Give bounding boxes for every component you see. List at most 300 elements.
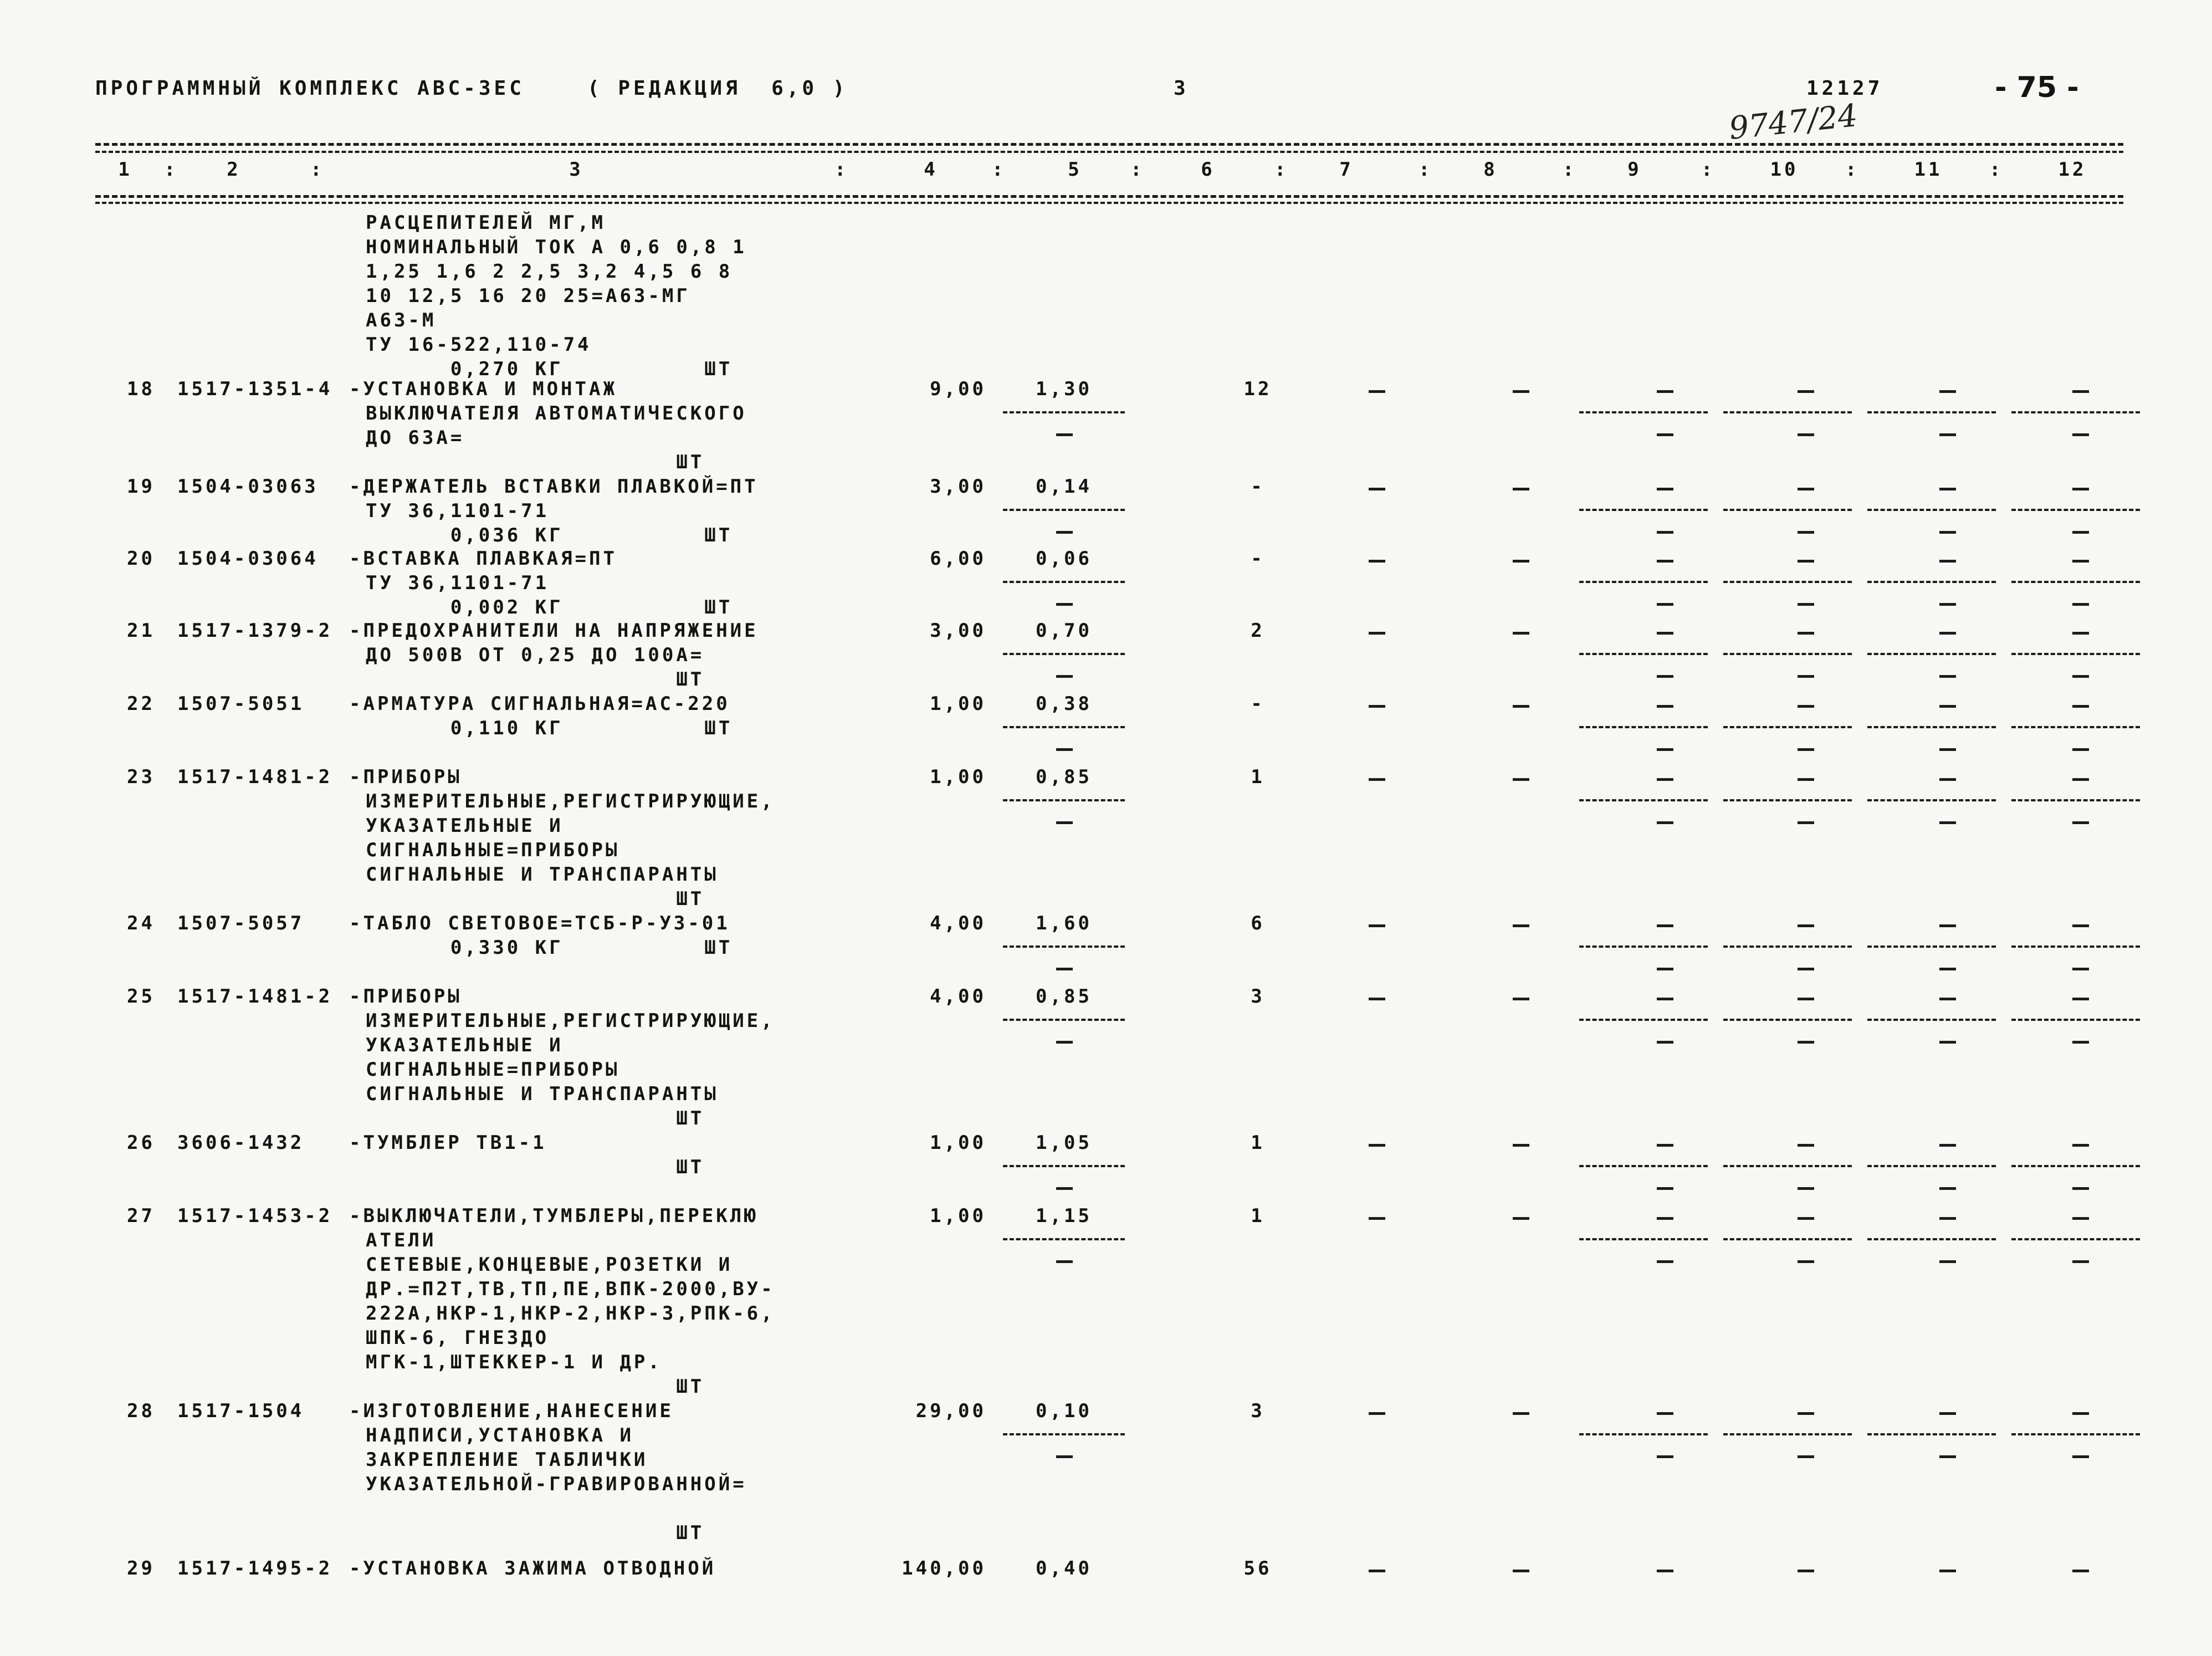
unit-price-value: 0,14 [1036, 476, 1092, 498]
column-5-dash-below [1056, 1455, 1073, 1458]
column-11-dash [1939, 924, 1956, 927]
column-9-dash [1657, 1144, 1673, 1147]
column-11-rule [1867, 799, 1996, 801]
description-line: -ИЗГОТОВЛЕНИЕ,НАНЕСЕНИЕ [349, 1400, 674, 1422]
header-rule-top [95, 143, 2123, 146]
column-10-rule [1723, 509, 1852, 511]
quantity-value: 1,00 [930, 766, 986, 788]
column-8-dash [1513, 632, 1529, 635]
column-9-dash-below [1657, 433, 1673, 436]
column-8-dash [1513, 998, 1529, 1000]
column-12-dash-below [2072, 1041, 2089, 1044]
row-number: 29 [127, 1557, 155, 1580]
column-11-rule [1867, 1238, 1996, 1240]
column-9-rule [1579, 1238, 1708, 1240]
column-header-3: 3 [569, 159, 583, 181]
column-7-dash [1369, 705, 1385, 708]
column-header-5: 5 [1068, 159, 1082, 181]
column-9-rule [1579, 945, 1708, 948]
column-10-rule [1723, 581, 1852, 583]
description-line: НОМИНАЛЬНЫЙ ТОК А 0,6 0,8 1 [366, 236, 747, 258]
description-line: -ДЕРЖАТЕЛЬ ВСТАВКИ ПЛАВКОЙ=ПТ [349, 476, 759, 498]
column-11-dash [1939, 488, 1956, 490]
description-line: 10 12,5 16 20 25=А63-МГ [366, 285, 690, 307]
description-line: ТУ 16-522,110-74 [366, 334, 592, 356]
unit-price-value: 0,40 [1036, 1557, 1092, 1580]
column-12-dash-below [2072, 748, 2089, 751]
column-11-dash-below [1939, 1260, 1956, 1263]
column-9-dash-below [1657, 675, 1673, 678]
column-11-dash [1939, 1217, 1956, 1220]
description-line: ШПК-6, ГНЕЗДО [366, 1327, 550, 1349]
description-line: СИГНАЛЬНЫЕ И ТРАНСПАРАНТЫ [366, 1083, 719, 1105]
description-line: ДО 500В ОТ 0,25 ДО 100А= [366, 644, 705, 666]
column-9-rule [1579, 653, 1708, 655]
column-12-dash-below [2072, 968, 2089, 970]
column-10-dash [1798, 705, 1814, 708]
column-12-dash [2072, 1217, 2089, 1220]
column-5-dash-below [1056, 433, 1073, 436]
column-separator: : [834, 159, 849, 181]
column-12-dash [2072, 1570, 2089, 1572]
row-number: 18 [127, 378, 155, 400]
row-number: 19 [127, 476, 155, 498]
column-11-rule [1867, 1019, 1996, 1021]
column-12-dash [2072, 560, 2089, 563]
column-12-rule [2011, 653, 2140, 655]
column-5-dash-below [1056, 1187, 1073, 1190]
row-number: 22 [127, 693, 155, 715]
quantity-value: 140,00 [902, 1557, 986, 1580]
description-line: -АРМАТУРА СИГНАЛЬНАЯ=АС-220 [349, 693, 730, 715]
resource-code: 1517-1351-4 [177, 378, 333, 400]
column-6-value: 6 [1251, 912, 1265, 934]
column-11-dash-below [1939, 1455, 1956, 1458]
description-line: 0,002 КГ ШТ [366, 596, 733, 619]
column-12-dash-below [2072, 1455, 2089, 1458]
column-10-dash-below [1798, 603, 1814, 606]
description-line: ШТ [366, 451, 705, 473]
row-number: 28 [127, 1400, 155, 1422]
resource-code: 1517-1379-2 [177, 620, 333, 642]
description-line: ИЗМЕРИТЕЛЬНЫЕ,РЕГИСТРИРУЮЩИЕ, [366, 790, 775, 812]
unit-price-rule [1003, 653, 1125, 655]
column-10-dash-below [1798, 821, 1814, 824]
description-line: 0,270 КГ ШТ [366, 358, 733, 380]
column-11-rule [1867, 726, 1996, 728]
column-8-dash [1513, 1570, 1529, 1572]
unit-price-value: 0,10 [1036, 1400, 1092, 1422]
resource-code: 1507-5057 [177, 912, 305, 934]
column-12-rule [2011, 411, 2140, 413]
column-11-rule [1867, 1165, 1996, 1167]
column-10-dash [1798, 998, 1814, 1000]
unit-price-rule [1003, 726, 1125, 728]
column-9-dash-below [1657, 1187, 1673, 1190]
row-number: 24 [127, 912, 155, 934]
unit-price-value: 0,85 [1036, 766, 1092, 788]
column-12-dash [2072, 924, 2089, 927]
description-line: -ПРЕДОХРАНИТЕЛИ НА НАПРЯЖЕНИЕ [349, 620, 759, 642]
quantity-value: 3,00 [930, 476, 986, 498]
description-line: ЗАКРЕПЛЕНИЕ ТАБЛИЧКИ [366, 1449, 648, 1471]
column-6-value: 1 [1251, 1132, 1265, 1154]
column-9-dash [1657, 924, 1673, 927]
column-header-6: 6 [1201, 159, 1215, 181]
column-9-dash-below [1657, 748, 1673, 751]
column-7-dash [1369, 1217, 1385, 1220]
description-line: -ТАБЛО СВЕТОВОЕ=ТСБ-Р-У3-01 [349, 912, 730, 934]
column-8-dash [1513, 1217, 1529, 1220]
column-6-value: 56 [1243, 1557, 1272, 1580]
column-6-value: 3 [1251, 985, 1265, 1008]
column-11-rule [1867, 581, 1996, 583]
column-10-dash [1798, 1217, 1814, 1220]
description-line: 1,25 1,6 2 2,5 3,2 4,5 6 8 [366, 260, 733, 283]
row-number: 20 [127, 548, 155, 570]
column-6-value: 1 [1251, 766, 1265, 788]
unit-price-rule [1003, 581, 1125, 583]
unit-price-value: 1,60 [1036, 912, 1092, 934]
column-11-rule [1867, 1433, 1996, 1435]
column-separator: : [992, 159, 1006, 181]
section-number: 3 [1174, 77, 1189, 100]
column-10-dash-below [1798, 748, 1814, 751]
column-10-rule [1723, 411, 1852, 413]
row-number: 26 [127, 1132, 155, 1154]
quantity-value: 6,00 [930, 548, 986, 570]
quantity-value: 1,00 [930, 1205, 986, 1227]
column-separator: : [1130, 159, 1145, 181]
column-11-dash-below [1939, 603, 1956, 606]
description-line: ДО 63А= [366, 427, 465, 449]
column-11-dash [1939, 632, 1956, 635]
column-10-dash [1798, 778, 1814, 781]
description-line: -УСТАНОВКА И МОНТАЖ [349, 378, 617, 400]
resource-code: 1517-1481-2 [177, 985, 333, 1008]
column-5-dash-below [1056, 1041, 1073, 1044]
column-7-dash [1369, 1144, 1385, 1147]
column-header-10: 10 [1770, 159, 1799, 181]
column-9-rule [1579, 726, 1708, 728]
column-6-value: 2 [1251, 620, 1265, 642]
column-10-dash [1798, 632, 1814, 635]
unit-price-rule [1003, 1433, 1125, 1435]
description-line: УКАЗАТЕЛЬНЫЕ И [366, 815, 564, 837]
column-10-dash-below [1798, 433, 1814, 436]
description-line: СИГНАЛЬНЫЕ=ПРИБОРЫ [366, 1059, 620, 1081]
column-8-dash [1513, 390, 1529, 393]
column-11-dash [1939, 1412, 1956, 1415]
column-5-dash-below [1056, 968, 1073, 970]
column-12-rule [2011, 1238, 2140, 1240]
column-12-dash [2072, 1144, 2089, 1147]
description-line: УКАЗАТЕЛЬНОЙ-ГРАВИРОВАННОЙ= [366, 1473, 747, 1495]
column-11-dash [1939, 1144, 1956, 1147]
column-10-rule [1723, 799, 1852, 801]
column-12-rule [2011, 945, 2140, 948]
column-10-dash [1798, 560, 1814, 563]
description-line: -УСТАНОВКА ЗАЖИМА ОТВОДНОЙ [349, 1557, 716, 1580]
column-10-rule [1723, 1238, 1852, 1240]
column-7-dash [1369, 1412, 1385, 1415]
column-header-8: 8 [1483, 159, 1498, 181]
description-line: МГК-1,ШТЕККЕР-1 И ДР. [366, 1351, 662, 1373]
column-11-dash-below [1939, 1187, 1956, 1190]
column-10-dash-below [1798, 1041, 1814, 1044]
column-separator: : [1845, 159, 1860, 181]
column-12-rule [2011, 799, 2140, 801]
column-5-dash-below [1056, 1260, 1073, 1263]
column-10-dash [1798, 1144, 1814, 1147]
quantity-value: 4,00 [930, 912, 986, 934]
description-line: 0,036 КГ ШТ [366, 524, 733, 546]
column-8-dash [1513, 1144, 1529, 1147]
column-12-dash-below [2072, 531, 2089, 534]
column-12-rule [2011, 1165, 2140, 1167]
unit-price-value: 0,70 [1036, 620, 1092, 642]
description-line: А63-М [366, 309, 437, 331]
column-7-dash [1369, 488, 1385, 490]
unit-price-value: 1,30 [1036, 378, 1092, 400]
description-line: СИГНАЛЬНЫЕ И ТРАНСПАРАНТЫ [366, 863, 719, 886]
description-line: СЕТЕВЫЕ,КОНЦЕВЫЕ,РОЗЕТКИ И [366, 1254, 733, 1276]
column-12-dash-below [2072, 675, 2089, 678]
column-9-rule [1579, 509, 1708, 511]
column-11-rule [1867, 945, 1996, 948]
column-9-rule [1579, 1019, 1708, 1021]
column-12-dash-below [2072, 1260, 2089, 1263]
unit-price-value: 1,15 [1036, 1205, 1092, 1227]
column-10-rule [1723, 1433, 1852, 1435]
unit-price-value: 0,06 [1036, 548, 1092, 570]
column-9-dash [1657, 1412, 1673, 1415]
column-11-dash-below [1939, 968, 1956, 970]
column-header-9: 9 [1627, 159, 1642, 181]
column-9-dash-below [1657, 531, 1673, 534]
resource-code: 1517-1495-2 [177, 1557, 333, 1580]
column-12-dash [2072, 488, 2089, 490]
column-10-dash-below [1798, 1260, 1814, 1263]
description-line: РАСЦЕПИТЕЛЕЙ МГ,М [366, 212, 606, 234]
description-line: АТЕЛИ [366, 1229, 437, 1251]
unit-price-rule [1003, 509, 1125, 511]
column-9-dash [1657, 705, 1673, 708]
column-12-rule [2011, 1019, 2140, 1021]
column-separator: : [1274, 159, 1289, 181]
resource-code: 1517-1504 [177, 1400, 305, 1422]
program-title: ПРОГРАММНЫЙ КОМПЛЕКС АВС-3ЕС [95, 77, 525, 100]
column-5-dash-below [1056, 821, 1073, 824]
description-line: -ПРИБОРЫ [349, 985, 462, 1008]
column-8-dash [1513, 1412, 1529, 1415]
column-8-dash [1513, 705, 1529, 708]
column-header-12: 12 [2058, 159, 2087, 181]
column-separator: : [1419, 159, 1433, 181]
description-line: 0,330 КГ ШТ [366, 937, 733, 959]
unit-price-value: 0,38 [1036, 693, 1092, 715]
column-11-rule [1867, 411, 1996, 413]
column-11-dash-below [1939, 433, 1956, 436]
description-line: СИГНАЛЬНЫЕ=ПРИБОРЫ [366, 839, 620, 861]
column-6-value: - [1251, 693, 1265, 715]
column-6-value: 1 [1251, 1205, 1265, 1227]
column-header-11: 11 [1914, 159, 1943, 181]
column-5-dash-below [1056, 531, 1073, 534]
column-9-dash-below [1657, 1041, 1673, 1044]
column-9-dash [1657, 1217, 1673, 1220]
column-10-dash-below [1798, 968, 1814, 970]
unit-price-value: 1,05 [1036, 1132, 1092, 1154]
column-11-dash [1939, 560, 1956, 563]
column-12-dash [2072, 390, 2089, 393]
column-10-rule [1723, 726, 1852, 728]
unit-price-rule [1003, 1238, 1125, 1240]
column-12-dash [2072, 998, 2089, 1000]
column-9-dash [1657, 560, 1673, 563]
quantity-value: 1,00 [930, 1132, 986, 1154]
column-10-rule [1723, 653, 1852, 655]
column-10-dash-below [1798, 1455, 1814, 1458]
column-9-rule [1579, 1433, 1708, 1435]
column-separator: : [1989, 159, 2004, 181]
quantity-value: 1,00 [930, 693, 986, 715]
column-9-rule [1579, 581, 1708, 583]
column-7-dash [1369, 560, 1385, 563]
description-line: ШТ [366, 1107, 705, 1129]
column-7-dash [1369, 924, 1385, 927]
unit-price-rule [1003, 1165, 1125, 1167]
column-header-1: 1 [118, 159, 132, 181]
description-line: ИЗМЕРИТЕЛЬНЫЕ,РЕГИСТРИРУЮЩИЕ, [366, 1010, 775, 1032]
header-rule-top-2 [95, 151, 2123, 153]
column-11-dash-below [1939, 531, 1956, 534]
column-7-dash [1369, 632, 1385, 635]
row-number: 23 [127, 766, 155, 788]
column-11-dash-below [1939, 675, 1956, 678]
column-9-dash [1657, 390, 1673, 393]
column-12-dash [2072, 705, 2089, 708]
column-9-rule [1579, 411, 1708, 413]
unit-price-rule [1003, 945, 1125, 948]
column-12-dash [2072, 1412, 2089, 1415]
resource-code: 1517-1481-2 [177, 766, 333, 788]
column-6-value: 3 [1251, 1400, 1265, 1422]
column-12-dash-below [2072, 821, 2089, 824]
column-header-7: 7 [1339, 159, 1354, 181]
column-8-dash [1513, 488, 1529, 490]
column-11-dash-below [1939, 821, 1956, 824]
column-10-rule [1723, 945, 1852, 948]
column-12-dash [2072, 632, 2089, 635]
column-7-dash [1369, 390, 1385, 393]
column-12-rule [2011, 581, 2140, 583]
resource-code: 1507-5051 [177, 693, 305, 715]
unit-price-rule [1003, 799, 1125, 801]
description-line: ШТ [366, 888, 705, 910]
quantity-value: 3,00 [930, 620, 986, 642]
resource-code: 1504-03064 [177, 548, 319, 570]
column-10-dash [1798, 390, 1814, 393]
column-9-rule [1579, 799, 1708, 801]
column-10-dash [1798, 1412, 1814, 1415]
column-8-dash [1513, 778, 1529, 781]
column-12-dash-below [2072, 433, 2089, 436]
column-separator: : [310, 159, 325, 181]
column-11-dash [1939, 705, 1956, 708]
header-rule-bottom [95, 195, 2123, 198]
header-rule-bottom-2 [95, 202, 2123, 204]
description-line: ДР.=П2Т,ТВ,ТП,ПЕ,ВПК-2000,ВУ- [366, 1278, 775, 1300]
description-line: ТУ 36,1101-71 [366, 572, 550, 594]
description-line: ТУ 36,1101-71 [366, 500, 550, 522]
column-5-dash-below [1056, 675, 1073, 678]
column-11-dash [1939, 390, 1956, 393]
column-12-rule [2011, 1433, 2140, 1435]
column-9-rule [1579, 1165, 1708, 1167]
description-line: -ВЫКЛЮЧАТЕЛИ,ТУМБЛЕРЫ,ПЕРЕКЛЮ [349, 1205, 759, 1227]
column-10-dash [1798, 1570, 1814, 1572]
document-number: 12127 [1806, 77, 1883, 100]
column-5-dash-below [1056, 603, 1073, 606]
description-line: ШТ [366, 1156, 705, 1178]
column-10-rule [1723, 1165, 1852, 1167]
column-11-dash-below [1939, 1041, 1956, 1044]
description-line: ШТ [366, 668, 705, 691]
description-line: 222А,НКР-1,НКР-2,НКР-3,РПК-6, [366, 1302, 775, 1325]
column-11-rule [1867, 653, 1996, 655]
column-12-rule [2011, 509, 2140, 511]
resource-code: 1517-1453-2 [177, 1205, 333, 1227]
column-9-dash-below [1657, 968, 1673, 970]
column-9-dash-below [1657, 603, 1673, 606]
column-12-rule [2011, 726, 2140, 728]
column-10-dash-below [1798, 1187, 1814, 1190]
description-line: 0,110 КГ ШТ [366, 717, 733, 739]
column-12-dash-below [2072, 603, 2089, 606]
column-6-value: 12 [1243, 378, 1272, 400]
column-header-4: 4 [924, 159, 938, 181]
column-9-dash-below [1657, 1260, 1673, 1263]
column-11-dash [1939, 998, 1956, 1000]
description-line: -ВСТАВКА ПЛАВКАЯ=ПТ [349, 548, 617, 570]
description-line: УКАЗАТЕЛЬНЫЕ И [366, 1034, 564, 1056]
column-11-rule [1867, 509, 1996, 511]
column-separator: : [1701, 159, 1716, 181]
description-line: ШТ [366, 1522, 705, 1544]
unit-price-rule [1003, 1019, 1125, 1021]
column-10-dash-below [1798, 675, 1814, 678]
description-line: ШТ [366, 1376, 705, 1398]
column-7-dash [1369, 998, 1385, 1000]
column-8-dash [1513, 924, 1529, 927]
column-5-dash-below [1056, 748, 1073, 751]
resource-code: 3606-1432 [177, 1132, 305, 1154]
column-12-dash-below [2072, 1187, 2089, 1190]
row-number: 27 [127, 1205, 155, 1227]
quantity-value: 4,00 [930, 985, 986, 1008]
column-8-dash [1513, 560, 1529, 563]
column-12-dash [2072, 778, 2089, 781]
quantity-value: 9,00 [930, 378, 986, 400]
quantity-value: 29,00 [915, 1400, 986, 1422]
column-separator: : [1563, 159, 1577, 181]
column-11-dash [1939, 1570, 1956, 1572]
column-9-dash [1657, 778, 1673, 781]
unit-price-value: 0,85 [1036, 985, 1092, 1008]
resource-code: 1504-03063 [177, 476, 319, 498]
description-line: ВЫКЛЮЧАТЕЛЯ АВТОМАТИЧЕСКОГО [366, 402, 747, 425]
